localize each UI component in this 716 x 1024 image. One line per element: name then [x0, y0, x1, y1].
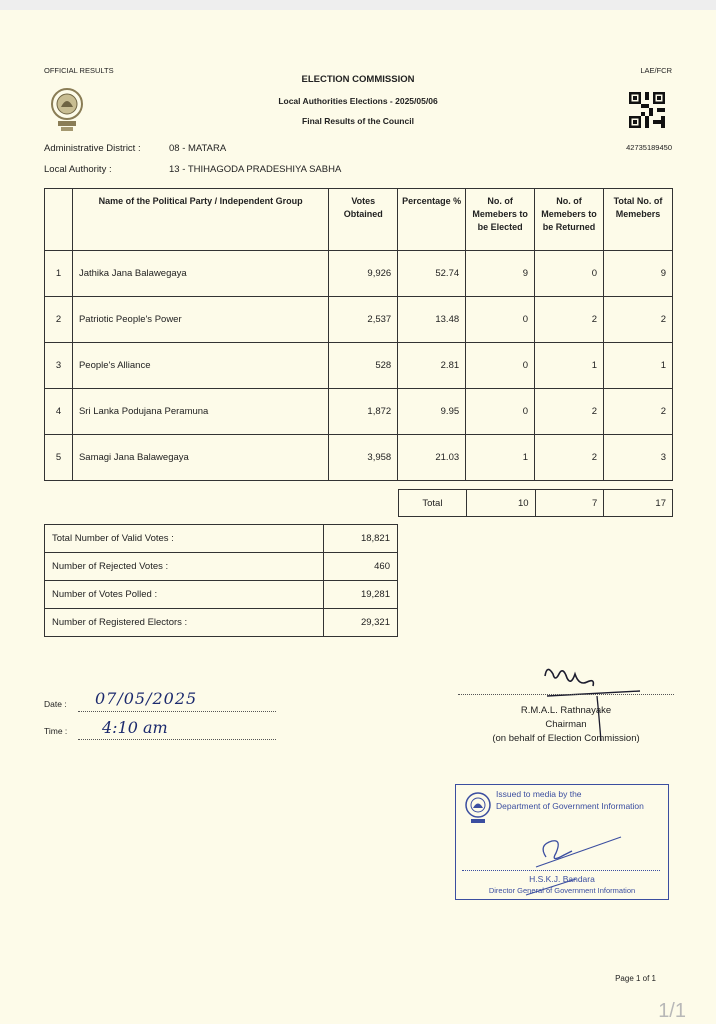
- percentage: 9.95: [398, 389, 466, 435]
- members-returned: 1: [535, 343, 604, 389]
- table-row: [45, 251, 673, 297]
- commission-title: ELECTION COMMISSION: [301, 74, 415, 85]
- district-label: Administrative District :: [44, 143, 141, 154]
- vote-statistics-table: [44, 524, 398, 637]
- stat-row: [45, 581, 398, 609]
- authority-label: Local Authority :: [44, 164, 112, 175]
- members-returned: 2: [535, 389, 604, 435]
- votes-obtained: 528: [329, 343, 398, 389]
- registered-electors-value: 29,321: [324, 609, 398, 637]
- table-row: [45, 435, 673, 481]
- total-members: 3: [603, 435, 672, 481]
- viewer-top-bar: [0, 0, 716, 10]
- district-value: 08 - MATARA: [169, 143, 227, 154]
- header-percentage: Percentage %: [398, 189, 466, 251]
- authority-value: 13 - THIHAGODA PRADESHIYA SABHA: [169, 164, 342, 175]
- election-line: Local Authorities Elections - 2025/05/06: [278, 96, 438, 106]
- total-row: [399, 490, 673, 517]
- header-votes: Votes Obtained: [329, 189, 398, 251]
- header-party-name: Name of the Political Party / Independent Group: [72, 189, 328, 251]
- stamp-line-2: Department of Government Information: [496, 801, 644, 811]
- party-name: Jathika Jana Balawegaya: [72, 251, 328, 297]
- party-name: Patriotic People's Power: [72, 297, 328, 343]
- members-elected: 1: [466, 435, 535, 481]
- chairman-title: Chairman: [545, 719, 587, 730]
- total-members: 9: [603, 251, 672, 297]
- votes-obtained: 9,926: [329, 251, 398, 297]
- votes-obtained: 3,958: [329, 435, 398, 481]
- chairman-name: R.M.A.L. Rathnayake: [520, 705, 612, 716]
- percentage: 13.48: [398, 297, 466, 343]
- members-returned: 2: [535, 435, 604, 481]
- row-index: 3: [45, 343, 73, 389]
- votes-polled-value: 19,281: [324, 581, 398, 609]
- row-index: 2: [45, 297, 73, 343]
- party-name: Sri Lanka Podujana Peramuna: [72, 389, 328, 435]
- page-number: Page 1 of 1: [615, 974, 656, 983]
- viewer-page-indicator: 1/1: [658, 1000, 686, 1022]
- valid-votes-value: 18,821: [324, 525, 398, 553]
- document-number: 42735189450: [626, 143, 672, 152]
- qr-code-icon: [629, 92, 665, 133]
- party-name: Samagi Jana Balawegaya: [72, 435, 328, 481]
- stamp-dotted-line: [462, 870, 660, 871]
- table-row: [45, 297, 673, 343]
- votes-polled-label: Number of Votes Polled :: [45, 581, 324, 609]
- members-elected: 0: [466, 389, 535, 435]
- results-table: [44, 188, 673, 481]
- total-members: 1: [603, 343, 672, 389]
- percentage: 21.03: [398, 435, 466, 481]
- votes-obtained: 1,872: [329, 389, 398, 435]
- members-elected: 0: [466, 297, 535, 343]
- table-row: [45, 389, 673, 435]
- stamp-line-1: Issued to media by the: [496, 789, 582, 799]
- total-members: 17: [604, 490, 673, 517]
- total-returned: 7: [535, 490, 604, 517]
- reference-code: LAE/FCR: [640, 66, 672, 75]
- header-elected: No. of Memebers to be Elected: [466, 189, 535, 251]
- rejected-votes-label: Number of Rejected Votes :: [45, 553, 324, 581]
- percentage: 52.74: [398, 251, 466, 297]
- total-table: [398, 489, 673, 517]
- table-row: [45, 343, 673, 389]
- rejected-votes-value: 460: [324, 553, 398, 581]
- total-elected: 10: [466, 490, 535, 517]
- table-header-row: [45, 189, 673, 251]
- total-label: Total: [399, 490, 467, 517]
- stat-row: [45, 525, 398, 553]
- date-dotted-line: [78, 711, 276, 712]
- votes-obtained: 2,537: [329, 297, 398, 343]
- date-label: Date :: [44, 699, 67, 709]
- members-elected: 9: [466, 251, 535, 297]
- page-subtitle: Final Results of the Council: [302, 116, 414, 126]
- members-returned: 2: [535, 297, 604, 343]
- party-name: People's Alliance: [72, 343, 328, 389]
- header-index: [45, 189, 73, 251]
- handwritten-date: 07/05/2025: [95, 689, 198, 708]
- row-index: 4: [45, 389, 73, 435]
- national-emblem-icon: [49, 85, 85, 140]
- row-index: 1: [45, 251, 73, 297]
- total-members: 2: [603, 389, 672, 435]
- chairman-behalf: (on behalf of Election Commission): [492, 733, 640, 744]
- handwritten-time: 4:10 am: [102, 718, 168, 737]
- members-elected: 0: [466, 343, 535, 389]
- government-information-stamp: [455, 784, 669, 900]
- row-index: 5: [45, 435, 73, 481]
- stat-row: [45, 553, 398, 581]
- official-results-label: OFFICIAL RESULTS: [44, 66, 114, 75]
- stamp-name: H.S.K.J. Bandara: [529, 874, 595, 884]
- time-label: Time :: [44, 726, 68, 736]
- stamp-title: Director General of Government Information: [488, 886, 636, 895]
- header-total-members: Total No. of Memebers: [603, 189, 672, 251]
- total-members: 2: [603, 297, 672, 343]
- members-returned: 0: [535, 251, 604, 297]
- stamp-emblem-icon: [464, 791, 492, 832]
- percentage: 2.81: [398, 343, 466, 389]
- stat-row: [45, 609, 398, 637]
- valid-votes-label: Total Number of Valid Votes :: [45, 525, 324, 553]
- signature-dotted-line: [458, 694, 674, 695]
- time-dotted-line: [78, 739, 276, 740]
- registered-electors-label: Number of Registered Electors :: [45, 609, 324, 637]
- header-returned: No. of Memebers to be Returned: [535, 189, 604, 251]
